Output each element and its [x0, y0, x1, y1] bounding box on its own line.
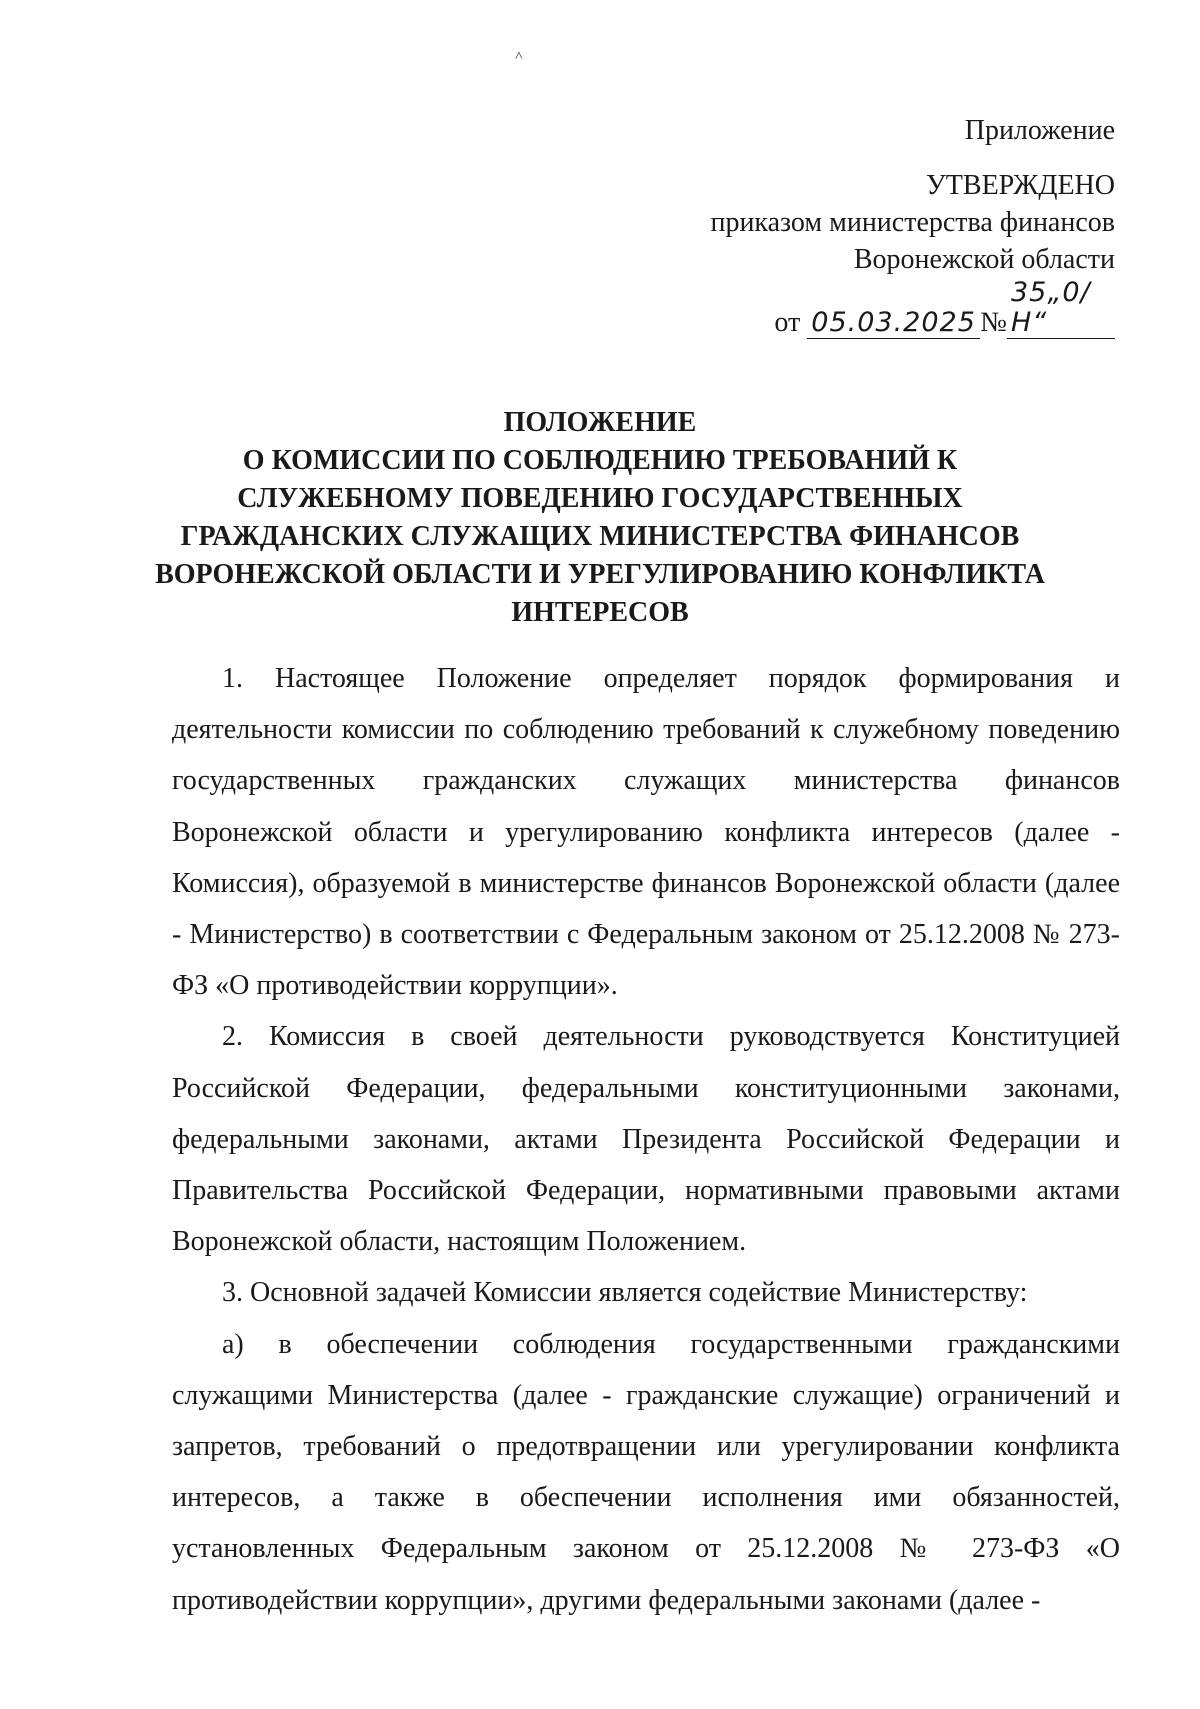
title-line-3: СЛУЖЕБНОМУ ПОВЕДЕНИЮ ГОСУДАРСТВЕННЫХ	[237, 483, 963, 514]
document-title	[150, 404, 1050, 632]
number-sign: №	[980, 307, 1007, 338]
title-line-1: ПОЛОЖЕНИЕ	[503, 407, 697, 438]
order-date-number-line	[515, 278, 1115, 341]
paragraph-1: 1. Настоящее Положение определяет порядок формирования и деятельности комиссии по соблюдению требований к служебному поведению государственных гражданских служащих министерства финансов Воронежской области и урегулированию конфликта интересов (далее - Комиссия), образуемой в министерстве финансов Воронежской области (далее - Министерство) в соответствии с Федеральным законом от 25.12.2008 № 273-ФЗ «О противодействии коррупции».	[172, 663, 1120, 1002]
title-line-5: ВОРОНЕЖСКОЙ ОБЛАСТИ И УРЕГУЛИРОВАНИЮ КОНФЛИКТА	[155, 559, 1045, 590]
title-line-2: О КОМИССИИ ПО СОБЛЮДЕНИЮ ТРЕБОВАНИЙ К	[242, 445, 958, 476]
document-body	[172, 653, 1120, 1626]
approved-label: УТВЕРЖДЕНО	[925, 170, 1115, 201]
scan-mark: ˄	[515, 49, 523, 64]
title-line-6: ИНТЕРЕСОВ	[511, 597, 689, 628]
approval-block	[515, 112, 1115, 341]
paragraph-3: 3. Основной задачей Комиссии является содействие Министерству:	[222, 1277, 1028, 1309]
approved-by-line: приказом министерства финансов	[710, 207, 1115, 238]
paragraph-3a: а) в обеспечении соблюдения государственными гражданскими служащими Министерства (далее - гражданские служащие) ограничений и запретов, требований о предотвращении или урегулировании конфликта интересов, а также в обеспечении исполнения ими обязанностей, установленных Федеральным законом от 25.12.2008 № 273-ФЗ «О противодействии коррупции», другими федеральными законами (далее -	[172, 1328, 1120, 1616]
appendix-label: Приложение	[964, 115, 1115, 146]
approved-region-line: Воронежской области	[853, 244, 1115, 275]
handwritten-date: 05.03.2025	[807, 308, 980, 339]
handwritten-number: 35„0/Н“	[1007, 278, 1115, 339]
title-line-4: ГРАЖДАНСКИХ СЛУЖАЩИХ МИНИСТЕРСТВА ФИНАНСОВ	[180, 521, 1020, 552]
date-prefix: от	[774, 307, 801, 338]
paragraph-2: 2. Комиссия в своей деятельности руководствуется Конституцией Российской Федерации, федеральными конституционными законами, федеральными законами, актами Президента Российской Федерации и Правительства Российской Федерации, нормативными правовыми актами Воронежской области, настоящим Положением.	[172, 1021, 1120, 1258]
approval-gap	[515, 149, 1115, 167]
